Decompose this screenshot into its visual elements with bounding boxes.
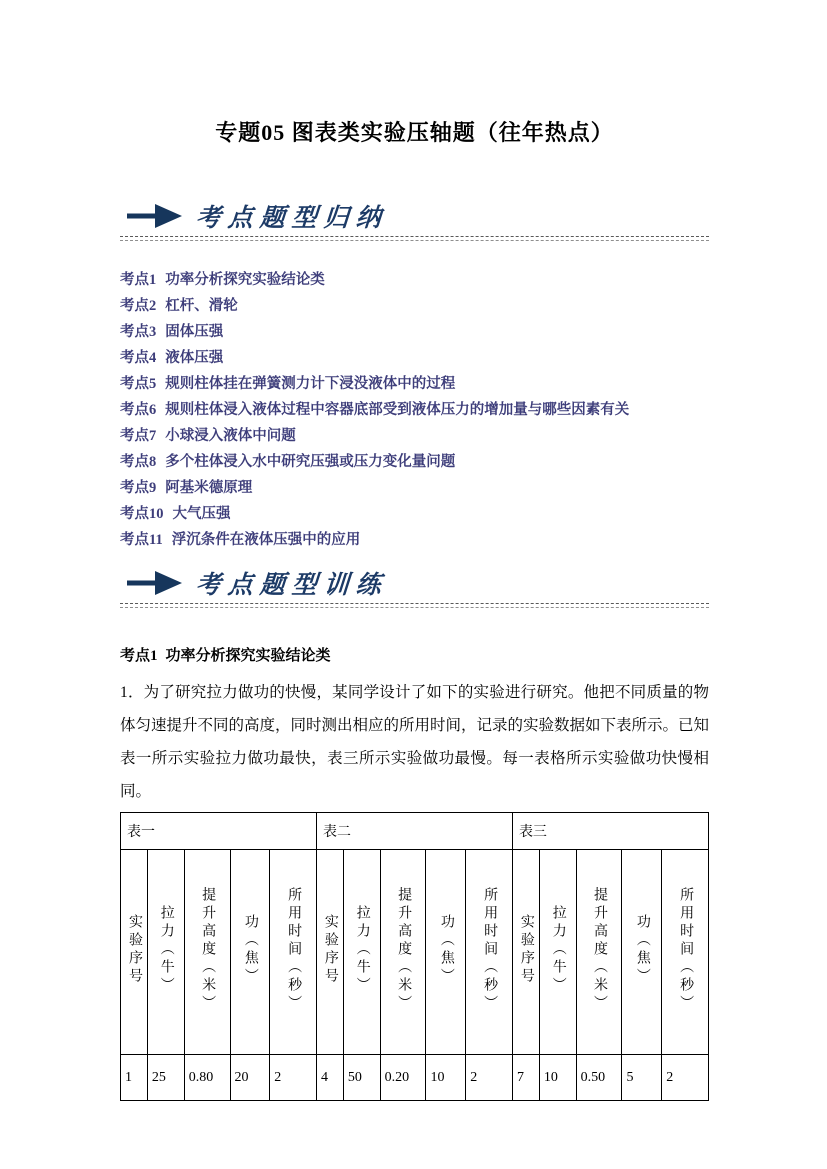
dashed-divider	[120, 236, 709, 241]
column-header	[576, 850, 622, 1055]
column-header	[380, 850, 426, 1055]
data-cell: 7	[512, 1055, 539, 1101]
column-header	[622, 850, 662, 1055]
exam-point-text: 规则柱体浸入液体过程中容器底部受到液体压力的增加量与哪些因素有关	[165, 402, 630, 418]
experiment-data-table	[120, 812, 709, 1101]
exam-point-list	[120, 267, 709, 553]
column-header-text: 功（焦）	[634, 913, 650, 986]
exam-point-label: 考点10	[120, 506, 164, 522]
data-cell: 10	[539, 1055, 576, 1101]
topic-heading-text: 功率分析探究实验结论类	[165, 648, 331, 664]
column-header-text: 所用时间（秒）	[482, 886, 498, 1013]
question-text: 1．为了研究拉力做功的快慢，某同学设计了如下的实验进行研究。他把不同质量的物体匀速提升不同的高度，同时测出相应的所用时间，记录的实验数据如下表所示。已知表一所示实验拉力做功最快，表三所示实验做功最慢。每一表格所示实验做功快慢相同。	[120, 684, 710, 800]
column-header	[230, 850, 270, 1055]
data-cell: 0.50	[576, 1055, 622, 1101]
section-banner-summary	[120, 200, 709, 241]
dashed-divider	[120, 603, 709, 608]
data-cell: 0.80	[184, 1055, 230, 1101]
exam-point	[120, 267, 709, 293]
table-header-row	[121, 850, 709, 1055]
data-cell: 10	[426, 1055, 466, 1101]
data-cell: 0.20	[380, 1055, 426, 1101]
exam-point	[120, 501, 709, 527]
banner-row	[120, 567, 709, 599]
exam-point-label: 考点2	[120, 298, 157, 314]
exam-point	[120, 475, 709, 501]
banner-title-summary: 考点题型归纳	[194, 205, 389, 232]
exam-point	[120, 423, 709, 449]
column-header	[343, 850, 380, 1055]
topic-heading-label: 考点1	[120, 648, 158, 664]
column-header-text: 所用时间（秒）	[678, 886, 694, 1013]
column-header-text: 实验序号	[126, 913, 142, 986]
column-header	[426, 850, 466, 1055]
exam-point-text: 多个柱体浸入水中研究压强或压力变化量问题	[165, 454, 456, 470]
arrow-icon	[126, 201, 184, 231]
column-header	[316, 850, 343, 1055]
exam-point	[120, 345, 709, 371]
column-header-text: 功（焦）	[438, 913, 454, 986]
banner-row	[120, 200, 709, 232]
exam-point-label: 考点7	[120, 428, 157, 444]
column-header-text: 拉力（牛）	[354, 904, 370, 995]
column-header	[539, 850, 576, 1055]
exam-point-text: 固体压强	[165, 324, 224, 340]
table-group-title: 表二	[316, 813, 512, 850]
section-banner-training	[120, 567, 709, 608]
column-header-text: 实验序号	[322, 913, 338, 986]
column-header	[147, 850, 184, 1055]
table-group-title: 表三	[512, 813, 708, 850]
data-cell: 1	[121, 1055, 148, 1101]
column-header	[184, 850, 230, 1055]
page-title: 专题05 图表类实验压轴题（往年热点）	[215, 120, 614, 145]
column-header-text: 功（焦）	[242, 913, 258, 986]
column-header-text: 所用时间（秒）	[286, 886, 302, 1013]
column-header	[121, 850, 148, 1055]
column-header-text: 提升高度（米）	[396, 886, 412, 1013]
data-cell: 4	[316, 1055, 343, 1101]
exam-point	[120, 293, 709, 319]
exam-point	[120, 397, 709, 423]
exam-point-label: 考点11	[120, 532, 163, 548]
exam-point-label: 考点6	[120, 402, 157, 418]
column-header	[270, 850, 317, 1055]
exam-point-text: 小球浸入液体中问题	[165, 428, 296, 444]
column-header	[466, 850, 513, 1055]
data-cell: 50	[343, 1055, 380, 1101]
data-cell: 2	[466, 1055, 513, 1101]
exam-point-label: 考点8	[120, 454, 157, 470]
arrow-icon	[126, 568, 184, 598]
data-cell: 20	[230, 1055, 270, 1101]
column-header-text: 拉力（牛）	[158, 904, 174, 995]
exam-point	[120, 527, 709, 553]
table-group-title-row	[121, 813, 709, 850]
exam-point-label: 考点4	[120, 350, 157, 366]
exam-point-label: 考点3	[120, 324, 157, 340]
data-cell: 5	[622, 1055, 662, 1101]
exam-point-label: 考点5	[120, 376, 157, 392]
exam-point-text: 浮沉条件在液体压强中的应用	[171, 532, 361, 548]
exam-point-label: 考点9	[120, 480, 157, 496]
exam-point-text: 阿基米德原理	[165, 480, 253, 496]
column-header-text: 实验序号	[518, 913, 534, 986]
table-group-title: 表一	[121, 813, 317, 850]
column-header-text: 提升高度（米）	[592, 886, 608, 1013]
exam-point-text: 规则柱体挂在弹簧测力计下浸没液体中的过程	[165, 376, 456, 392]
banner-title-training: 考点题型训练	[194, 572, 389, 599]
exam-point	[120, 449, 709, 475]
data-cell: 25	[147, 1055, 184, 1101]
exam-point-label: 考点1	[120, 272, 157, 288]
column-header-text: 拉力（牛）	[550, 904, 566, 995]
exam-point-text: 杠杆、滑轮	[165, 298, 238, 314]
exam-point	[120, 319, 709, 345]
exam-point-text: 大气压强	[172, 506, 231, 522]
column-header	[662, 850, 709, 1055]
data-cell: 2	[662, 1055, 709, 1101]
data-cell: 2	[270, 1055, 317, 1101]
table-data-row	[121, 1055, 709, 1101]
exam-point-text: 液体压强	[165, 350, 224, 366]
exam-point-text: 功率分析探究实验结论类	[165, 272, 325, 288]
column-header-text: 提升高度（米）	[200, 886, 216, 1013]
column-header	[512, 850, 539, 1055]
exam-point	[120, 371, 709, 397]
topic-heading	[120, 644, 709, 668]
